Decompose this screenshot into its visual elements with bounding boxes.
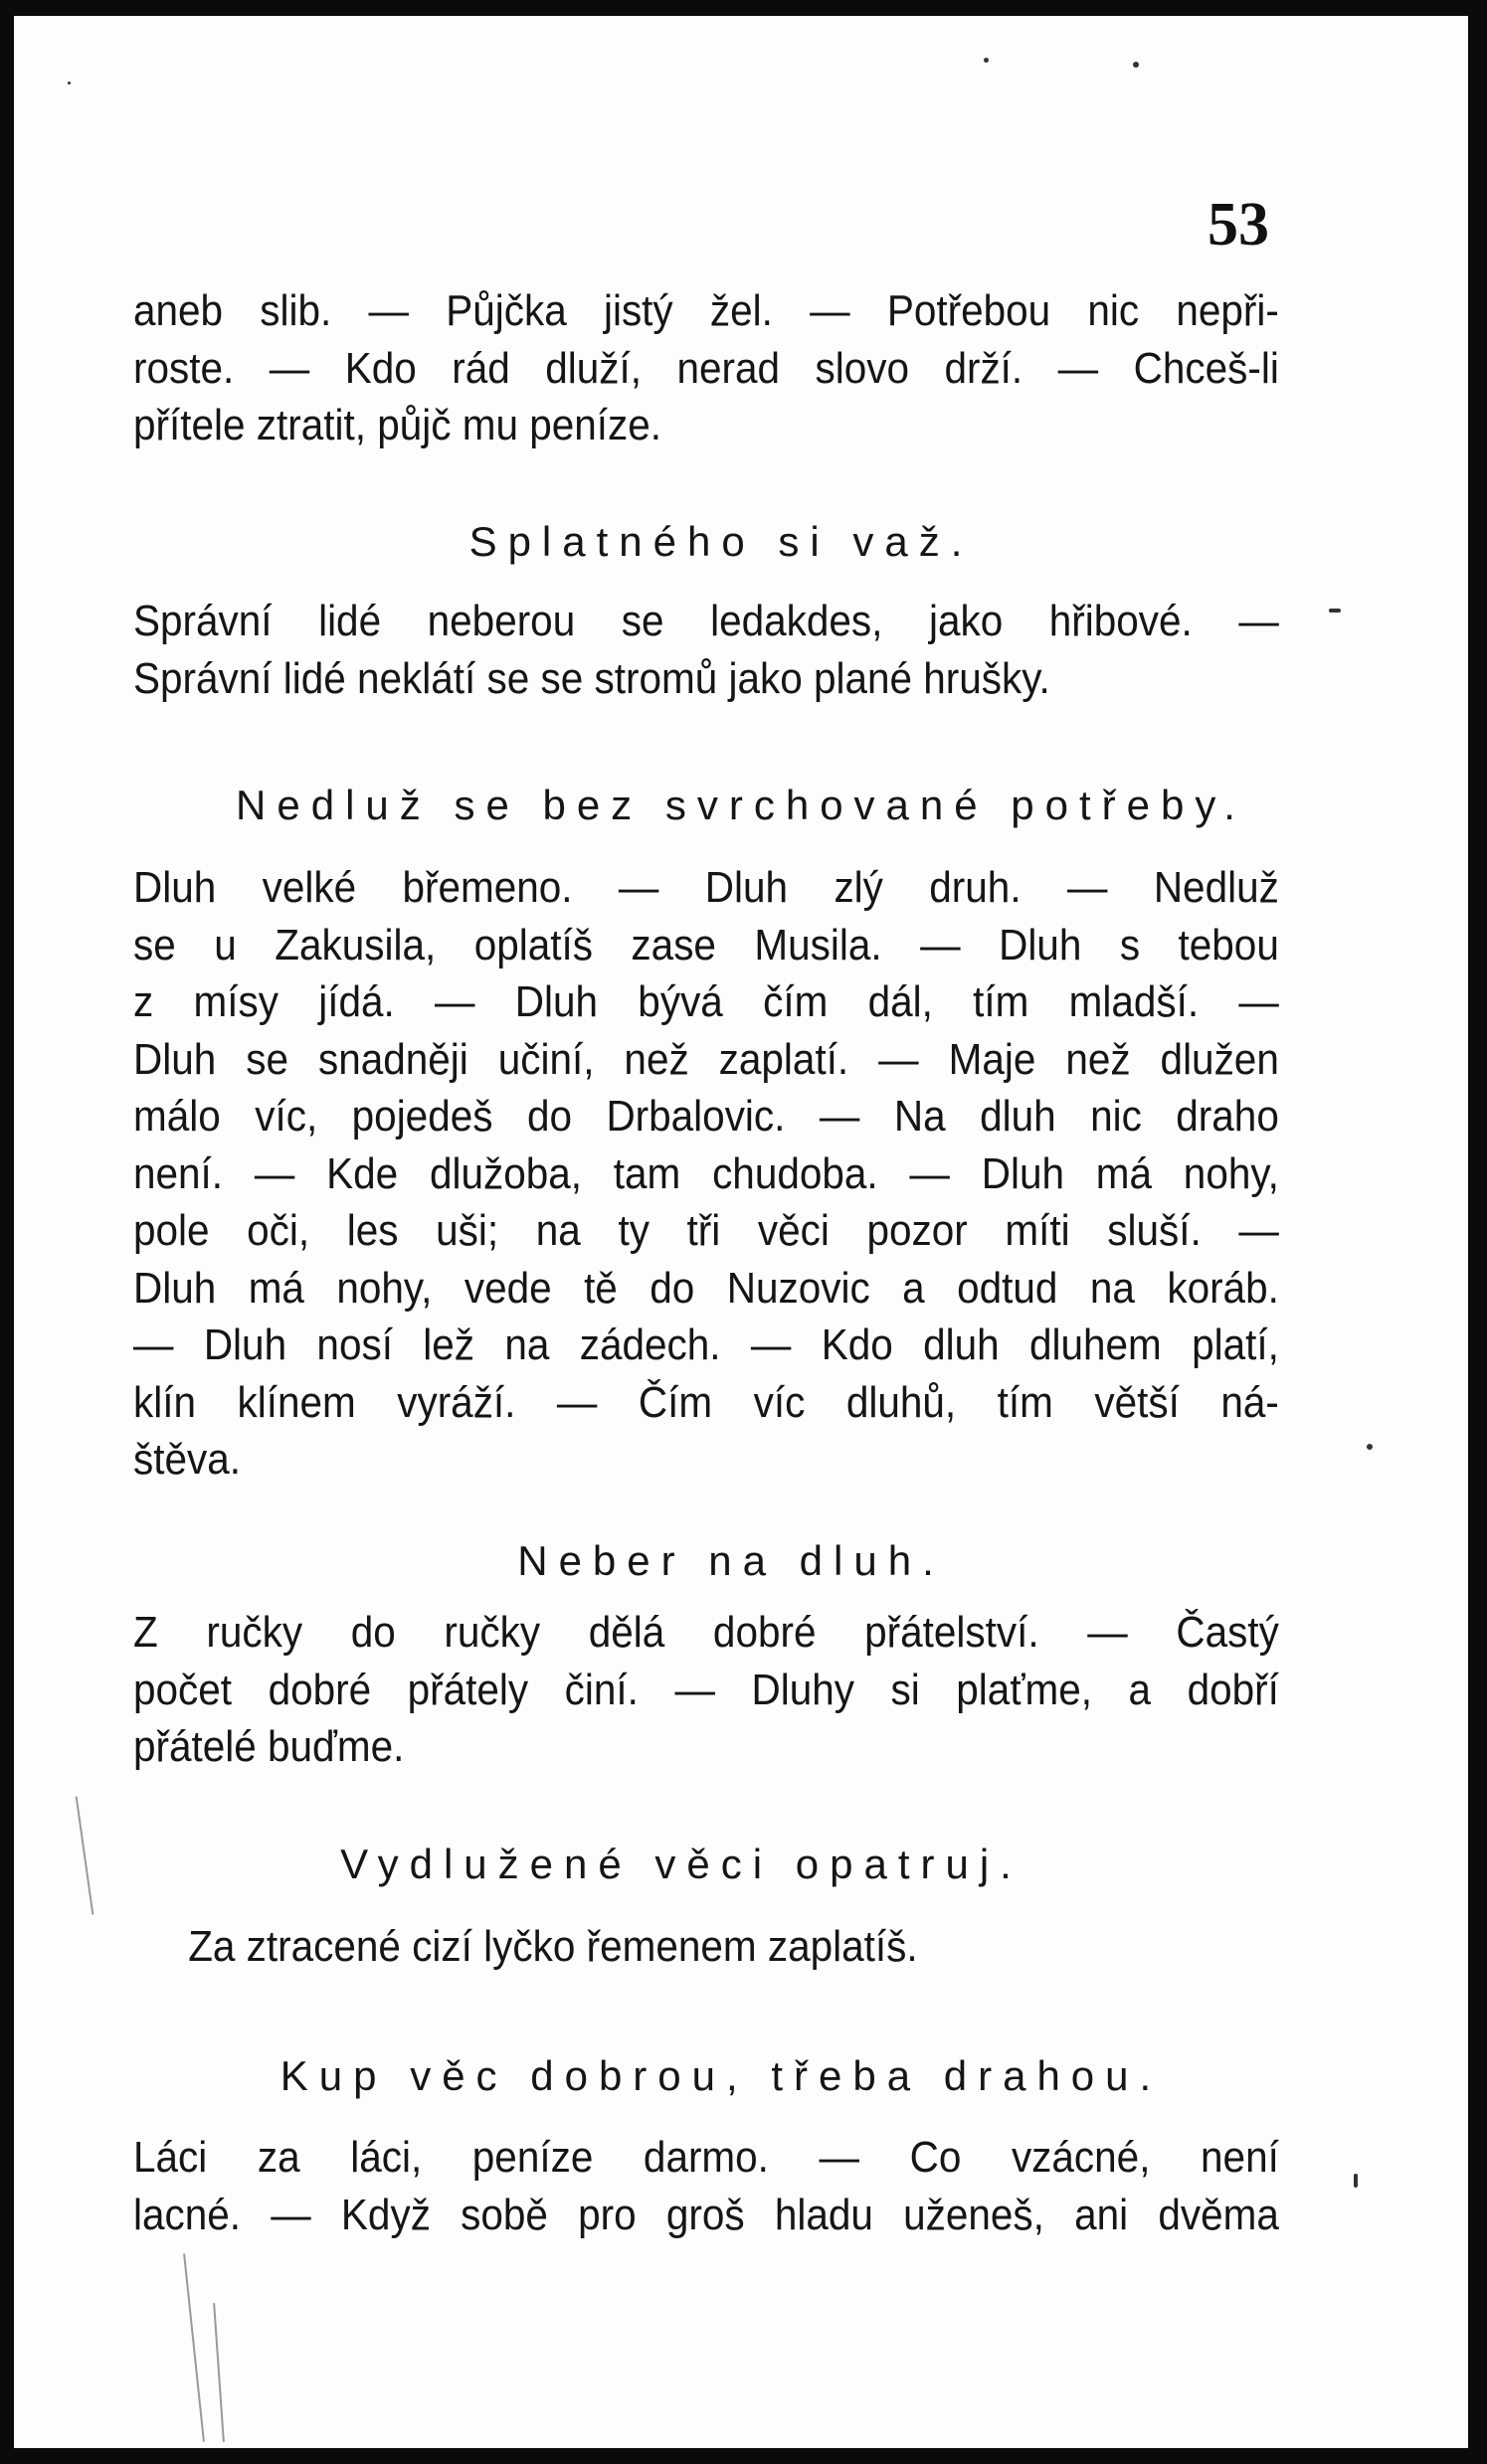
text-line: pole oči, les uši; na ty tři věci pozor míti sluší. —	[133, 1206, 1279, 1255]
text-line: Dluh velké břemeno. — Dluh zlý druh. — Nedluž	[133, 863, 1279, 912]
section-heading: Kup věc dobrou, třeba drahou.	[279, 2052, 1163, 2099]
book-page	[14, 16, 1468, 2448]
section-heading: Neber na dluh.	[517, 1537, 945, 1584]
scan-speck	[1367, 1444, 1373, 1450]
paragraph-debt-burden	[133, 859, 1279, 1489]
section-heading: Vydlužené věci opatruj.	[340, 1841, 1022, 1887]
scan-speck	[984, 58, 989, 63]
scan-speck	[1354, 2174, 1358, 2188]
text-line: lacné. — Když sobě pro groš hladu uženeš, ani dvěma	[133, 2190, 1279, 2239]
text-line: Z ručky do ručky dělá dobré přátelství. — Častý	[133, 1608, 1279, 1657]
text-line: přítele ztratit, půjč mu peníze.	[133, 401, 661, 449]
paragraph-cheap-things	[133, 2129, 1279, 2243]
text-line: Správní lidé neberou se ledakdes, jako hřibové. —	[133, 597, 1279, 645]
scan-crease	[183, 2253, 205, 2441]
text-line: roste. — Kdo rád dluží, nerad slovo drží. — Chceš-li	[133, 343, 1279, 393]
text-line: štěva.	[133, 1435, 241, 1484]
text-line: Za ztracené cizí lyčko řemenem zaplatíš.	[188, 1922, 918, 1971]
paragraph-debt-promise	[133, 282, 1279, 454]
text-line: Dluh se snadněji učiní, než zaplatí. — Maje než dlužen	[133, 1034, 1279, 1084]
text-line: Dluh má nohy, vede tě do Nuzovic a odtud na koráb.	[133, 1263, 1279, 1313]
scan-speck	[1133, 62, 1139, 68]
text-line: málo víc, pojedeš do Drbalovic. — Na dluh nic draho	[133, 1092, 1279, 1141]
text-line: — Dluh nosí lež na zádech. — Kdo dluh dluhem platí,	[133, 1320, 1279, 1369]
text-line: počet dobré přátely činí. — Dluhy si plaťme, a dobří	[133, 1665, 1279, 1714]
scan-speck	[68, 82, 71, 85]
text-line: klín klínem vyráží. — Čím víc dluhů, tím větší ná-	[133, 1377, 1279, 1427]
text-line: není. — Kde dlužoba, tam chudoba. — Dluh má nohy,	[133, 1148, 1279, 1198]
text-line: přátelé buďme.	[133, 1722, 405, 1771]
scan-speck	[1329, 609, 1341, 613]
text-line: z mísy jídá. — Dluh bývá čím dál, tím mladší. —	[133, 977, 1279, 1026]
paragraph-hand-to-hand	[133, 1604, 1279, 1776]
scan-crease	[213, 2303, 225, 2442]
text-line: aneb slib. — Půjčka jistý žel. — Potřebou nic nepři-	[133, 286, 1279, 335]
text-line: Láci za láci, peníze darmo. — Co vzácné, není	[133, 2133, 1279, 2182]
text-line: Správní lidé neklátí se se stromů jako plané hrušky.	[133, 653, 1050, 703]
paragraph-lost-bast	[133, 1918, 1279, 1976]
paragraph-proper-people	[133, 593, 1279, 707]
page-number: 53	[1208, 191, 1269, 259]
section-heading: Nedluž se bez svrchované potřeby.	[236, 782, 1246, 828]
text-line: se u Zakusila, oplatíš zase Musila. — Dluh s tebou	[133, 920, 1279, 969]
section-heading: Splatného si važ.	[468, 518, 974, 565]
